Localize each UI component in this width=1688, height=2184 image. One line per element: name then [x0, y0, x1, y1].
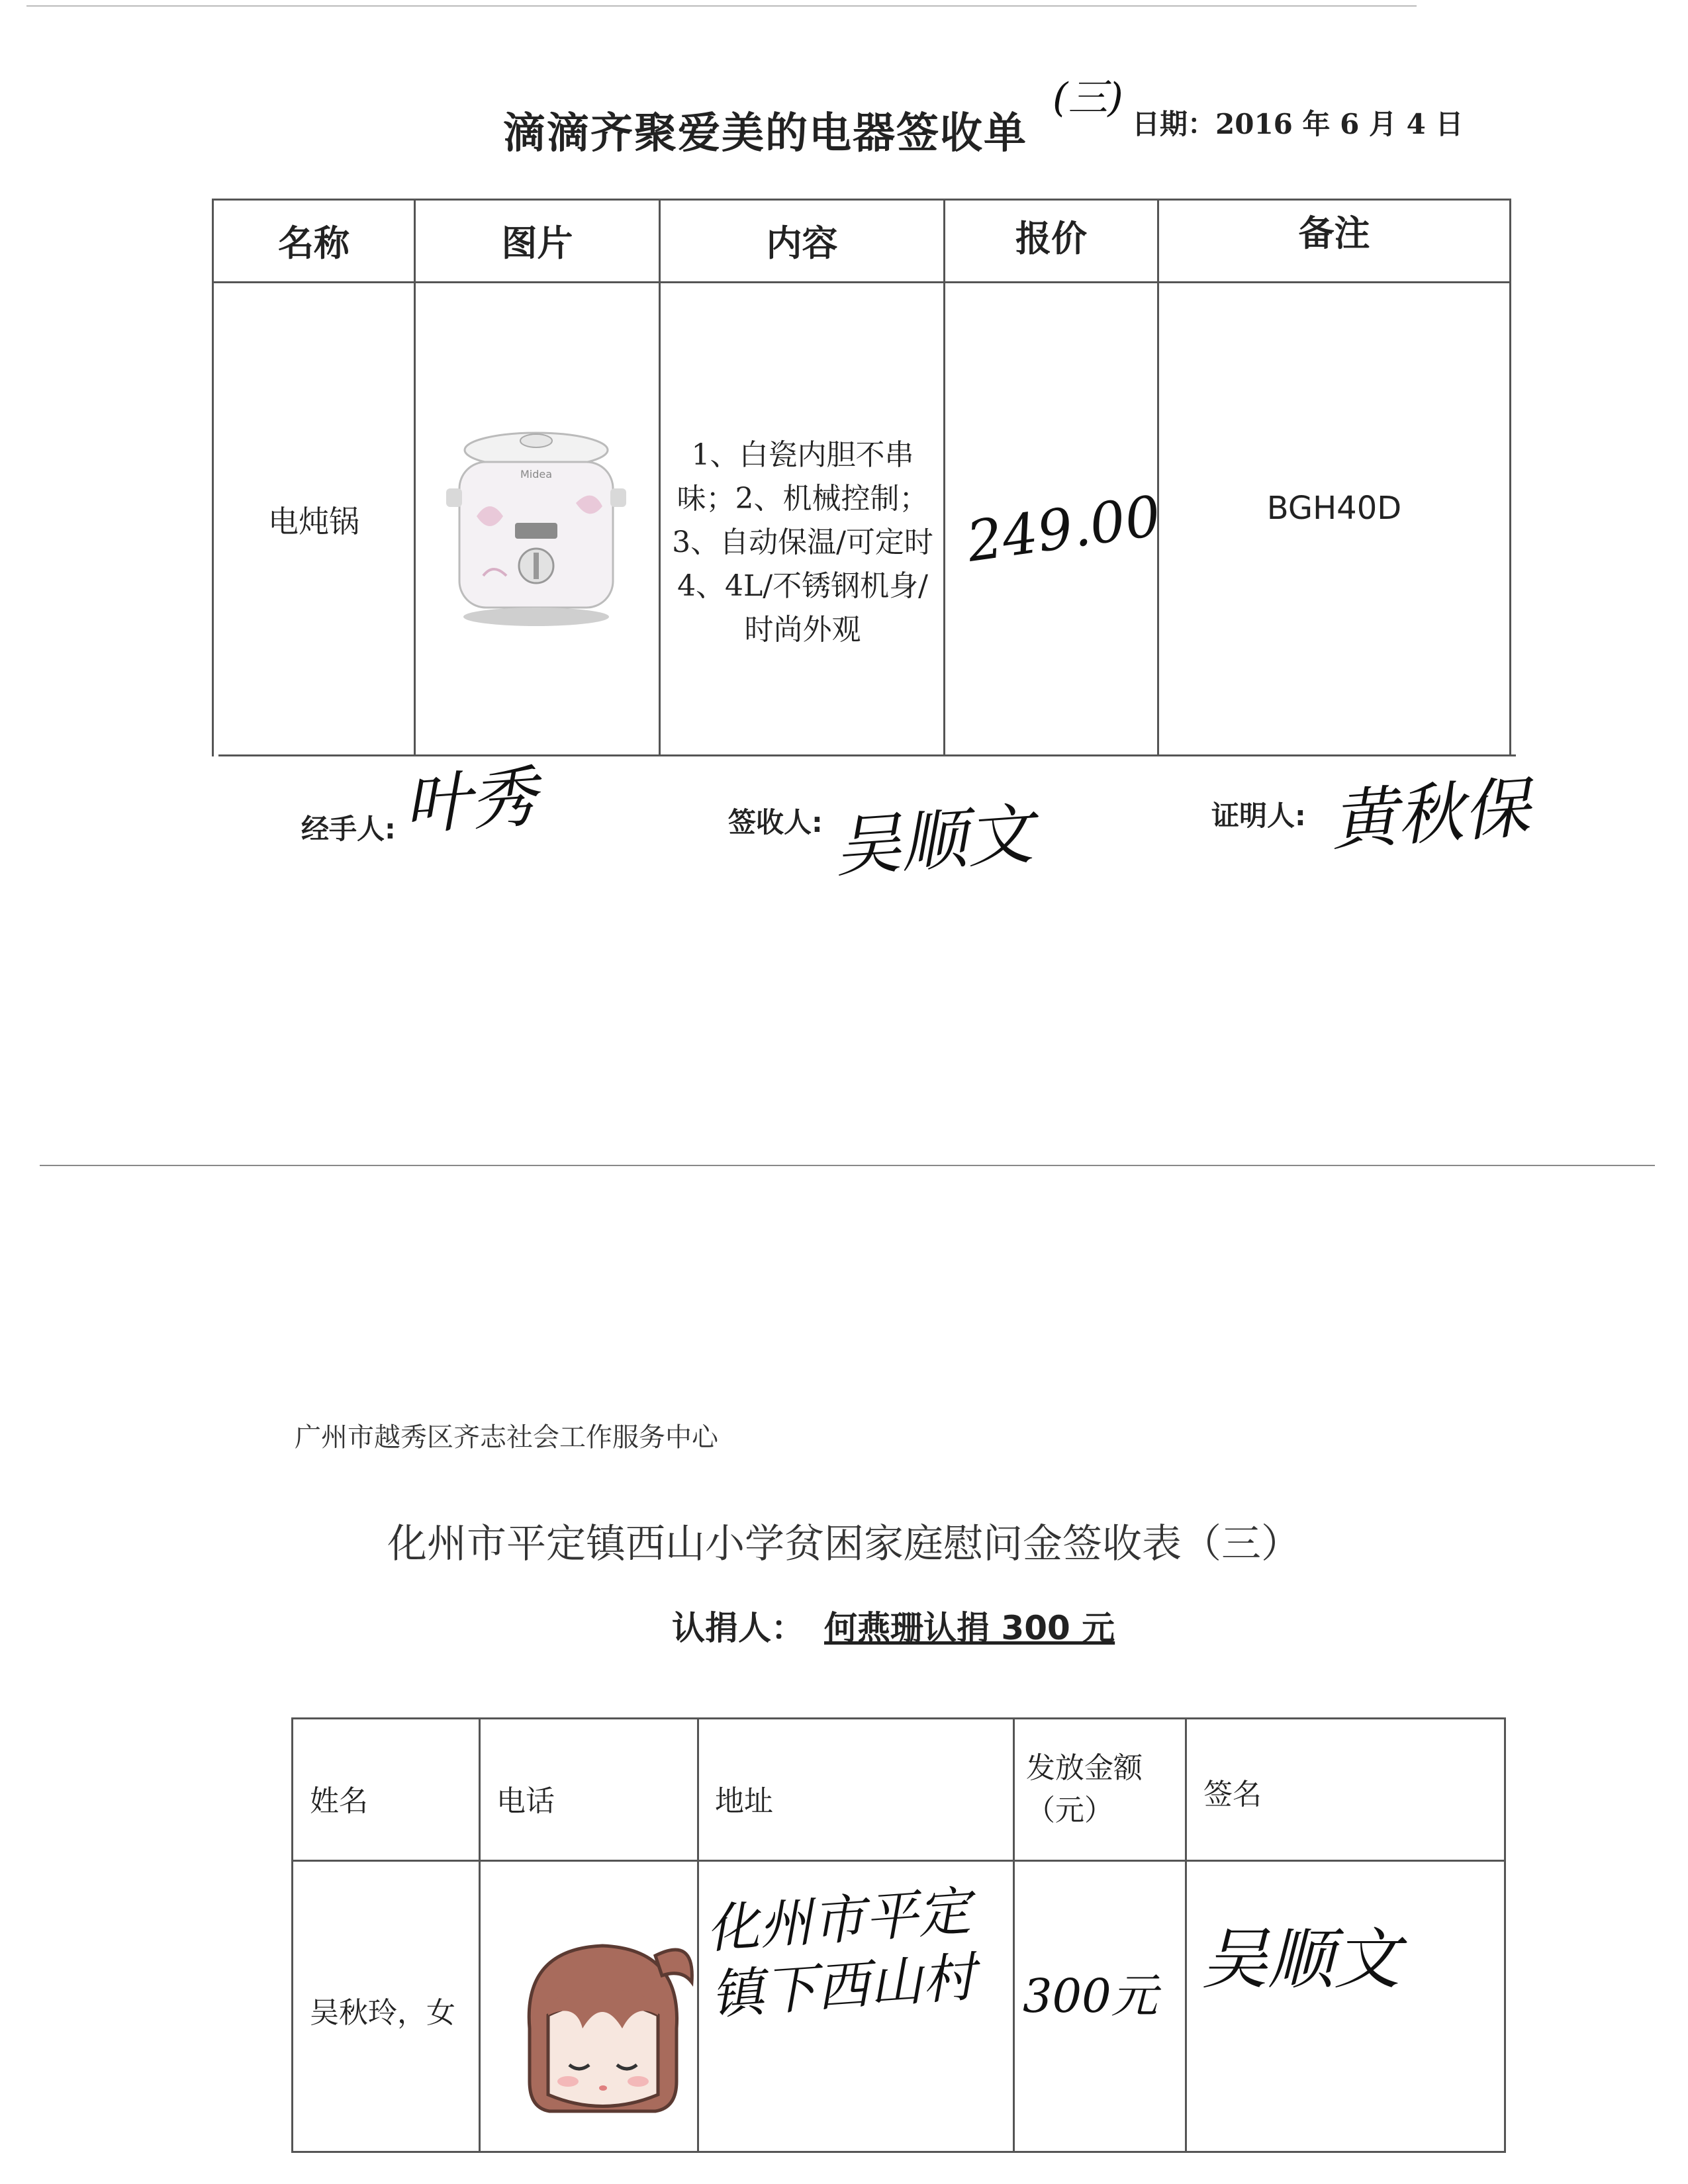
receipt-item-content: 1、白瓷内胆不串味；2、机械控制；3、自动保温/可定时 4、4L/不锈钢机身/时尚外观 — [672, 438, 933, 647]
receipt-title: 滴滴齐聚爱美的电器签收单 — [503, 109, 1027, 158]
receipt-col-line-4 — [1157, 199, 1159, 756]
receipt-header-image: 图片 — [501, 222, 573, 264]
receipt-table-header-divider — [212, 281, 1509, 283]
form-col-line-3 — [1013, 1717, 1015, 2153]
receipt-title-note: (三) — [1053, 75, 1123, 121]
form-table-top — [291, 1717, 1506, 1719]
receipt-col-line-3 — [943, 199, 945, 756]
receiver-label: 签收人: — [728, 806, 823, 839]
form-col-line-5 — [1504, 1717, 1506, 2153]
slow-cooker-image — [437, 424, 635, 635]
receipt-col-line-1 — [414, 199, 416, 756]
form-col-line-0 — [291, 1717, 293, 2153]
receipt-header-content: 内容 — [766, 222, 838, 264]
cartoon-girl-face-sticker — [503, 1929, 702, 2121]
scan-edge-line — [26, 5, 1417, 7]
receipt-item-remark: BGH40D — [1266, 490, 1402, 527]
form-row-address: 化州市平定镇下西山村 — [704, 1880, 978, 2026]
receiver-signature: 吴顺文 — [831, 795, 1036, 887]
form-header-signature: 签名 — [1203, 1778, 1262, 1811]
witness-label: 证明人: — [1211, 799, 1306, 832]
form-row-signature: 吴顺文 — [1201, 1921, 1400, 1998]
form-header-address: 地址 — [715, 1784, 773, 1818]
form-col-line-4 — [1185, 1717, 1187, 2153]
handler-signature: 叶秀 — [401, 758, 539, 844]
donor-value: 何燕珊认捐 300 元 — [824, 1609, 1115, 1647]
form-row-name: 吴秋玲，女 — [310, 1996, 455, 2030]
slow-cooker-brand: Midea — [520, 468, 553, 480]
form-table-bottom — [291, 2151, 1506, 2153]
witness-signature: 黄秋保 — [1328, 768, 1532, 860]
sheet-separator — [40, 1165, 1655, 1166]
receipt-date: 日期：2016 年 6 月 4 日 — [1132, 108, 1464, 140]
donor-label: 认捐人： — [672, 1609, 804, 1647]
form-organization: 广州市越秀区齐志社会工作服务中心 — [295, 1422, 718, 1453]
form-col-line-1 — [479, 1717, 481, 2153]
receipt-header-price: 报价 — [1015, 218, 1087, 259]
receipt-col-line-5 — [1509, 199, 1511, 756]
receipt-header-name: 名称 — [278, 222, 350, 264]
receipt-header-remark: 备注 — [1298, 212, 1370, 254]
receipt-col-line-0 — [212, 199, 214, 756]
form-table-header-divider — [291, 1860, 1506, 1862]
form-header-phone: 电话 — [496, 1784, 555, 1818]
form-row-amount: 300元 — [1023, 1969, 1158, 2023]
form-header-name: 姓名 — [310, 1784, 368, 1818]
receipt-item-name: 电炖锅 — [268, 504, 359, 539]
receipt-table-top — [212, 199, 1509, 201]
handler-label: 经手人: — [301, 813, 396, 845]
receipt-item-price: 249.00 — [962, 483, 1165, 574]
form-title: 化州市平定镇西山小学贫困家庭慰问金签收表（三） — [387, 1521, 1301, 1567]
receipt-col-line-2 — [659, 199, 661, 756]
form-header-amount: 发放金额（元） — [1026, 1751, 1143, 1827]
